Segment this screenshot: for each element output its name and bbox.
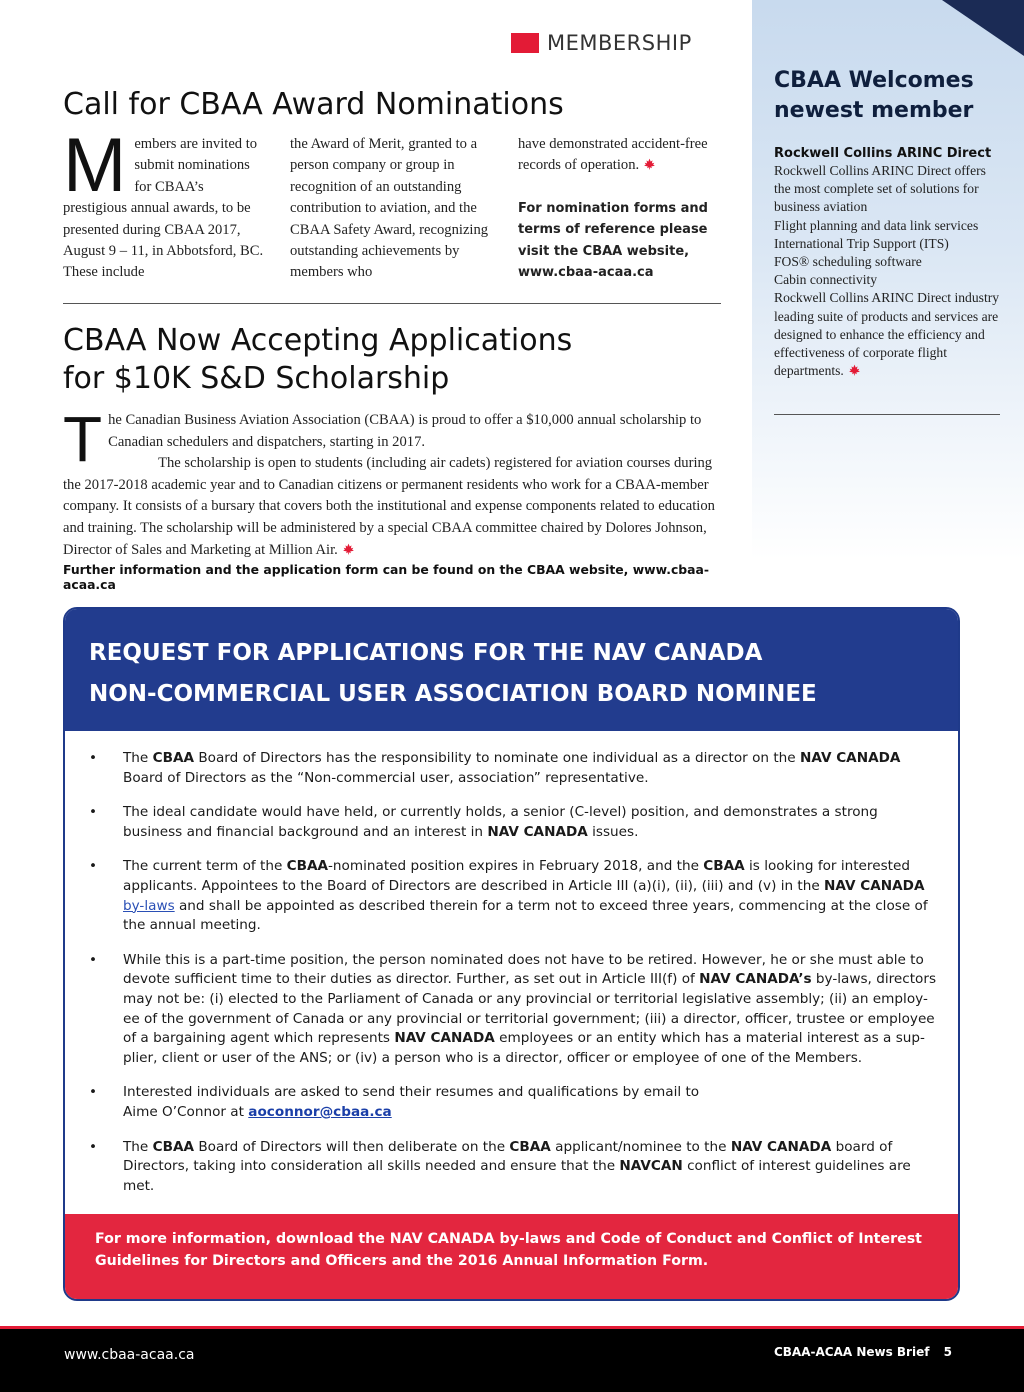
award-column-3: have demonstrated accident-free records of operation. For nomination forms and terms of reference please visit the CBAA website, www.cbaa-acaa.ca: [518, 134, 718, 283]
sidebar-title: CBAA Welcomes newest member: [774, 68, 974, 123]
page-number: 5: [943, 1345, 952, 1359]
footer-website: www.cbaa-acaa.ca: [64, 1347, 195, 1363]
scholarship-body: The Canadian Business Aviation Association (CBAA) is proud to offer a $10,000 annual scholarship to Canadian schedulers and dispatchers, starting in 2017. The scholarship is open to students (including air cadets) registered for aviation courses during the 2017-2018 academic year and to Canadian citizens or permanent residents who work for a CBAA-member company. It consists of a bursary that covers both the institutional and expense components related to education and training. The scholarship will be administered by a special CBAA committee chaired by Dolores Johnson, Director of Sales and Marketing at Million Air.: [63, 403, 715, 558]
maple-leaf-icon: [848, 364, 861, 376]
sidebar-line: International Trip Support (ITS): [774, 235, 949, 251]
request-header: [65, 609, 958, 731]
list-item: • The current term of the CBAA-nominated position expires in February 2018, and the CBAA is looking for interested applicants. Appointees to the Board of Directors are described in Article III (a)(i), (ii), (iii) and (v) in the NAV CANADA by-laws and shall be appointed as described therein for a term not to exceed three years, commencing at the close of the annual meeting.: [89, 858, 928, 934]
maple-leaf-icon: [643, 158, 656, 170]
list-item: • Interested individuals are asked to send their resumes and qualifications by email to Aime O’Connor at aoconnor@cbaa.ca: [89, 1084, 700, 1120]
sidebar-line: Cabin connectivity: [774, 272, 878, 288]
page-footer: [0, 1326, 1024, 1392]
sidebar-divider: [774, 414, 1000, 415]
request-footer-text: For more information, download the NAV CANADA by-laws and Code of Conduct and Conflict of Interest Guidelines for Directors and Officers and the 2016 Annual Information Form.: [95, 1231, 922, 1269]
sidebar-member-name: Rockwell Collins ARINC Direct: [774, 146, 992, 161]
section-tag-label: MEMBERSHIP: [547, 31, 692, 55]
member-sidebar: [752, 0, 1024, 560]
bylaws-link[interactable]: by-laws: [123, 897, 175, 914]
sidebar-line-last: Rockwell Collins ARINC Direct industry leading suite of products and services are designed to enhance the efficiency and effectiveness of corporate flight departments.: [774, 290, 1000, 379]
scholarship-dropcap: T: [63, 403, 103, 475]
maple-leaf-icon: [342, 543, 355, 555]
scholarship-title: CBAA Now Accepting Applications for $10K S&D Scholarship: [63, 323, 573, 396]
corner-decoration: [924, 0, 1024, 56]
request-footer-banner: [65, 1214, 958, 1299]
sidebar-line: Rockwell Collins ARINC Direct offers the most complete set of solutions for business aviation: [774, 163, 986, 215]
request-bullet-list: [89, 749, 939, 1211]
email-link[interactable]: aoconnor@cbaa.ca: [248, 1103, 392, 1120]
list-item: • The CBAA Board of Directors has the responsibility to nominate one individual as a director on the NAV CANADA Board of Directors as the “Non-commercial user, association” representative.: [89, 750, 901, 786]
footer-publication: [774, 1345, 952, 1359]
list-item: • The CBAA Board of Directors will then deliberate on the CBAA applicant/nominee to the NAV CANADA board of Directors, taking into consideration all skills needed and ensure that the NAVCAN conflict of interest guidelines are met.: [89, 1138, 911, 1194]
scholarship-info-line: Further information and the application form can be found on the CBAA website, www.cbaa-acaa.ca: [63, 562, 710, 592]
sidebar-line: FOS® scheduling software: [774, 254, 922, 270]
request-title: REQUEST FOR APPLICATIONS FOR THE NAV CANADA NON-COMMERCIAL USER ASSOCIATION BOARD NOMINEE: [89, 640, 817, 707]
section-tag-marker: [511, 33, 539, 53]
award-nomination-info: For nomination forms and terms of reference please visit the CBAA website, www.cbaa-acaa.ca: [518, 200, 708, 281]
award-column-2: the Award of Merit, granted to a person company or group in recognition of an outstanding contribution to aviation, and the CBAA Safety Award, recognizing outstanding achievements by members who: [290, 136, 489, 281]
publication-name: CBAA-ACAA News Brief: [773, 1345, 930, 1359]
award-dropcap: M: [63, 123, 127, 208]
list-item: • While this is a part-time position, the person nominated does not have to be retired. However, he or she must able to devote sufficient time to their duties as director. Further, as set out in Article III(f) of NAV CANADA’s by-laws, directors may not be: (i) elected to the Parliament of Canada or any provincial or territorial legislative assembly; (ii) an employ-ee of the government of Canada or any provincial or territorial government; (iii) a director, officer, trustee or employee of a bargaining agent which represents NAV CANADA employees or an entity which has a material interest as a sup-plier, client or user of the ANS; or (iv) a person who is a director, officer or employee of one of the Members.: [89, 951, 937, 1066]
list-item: • The ideal candidate would have held, or currently holds, a senior (C-level) position, and demonstrates a strong business and financial background and an interest in NAV CANADA issues.: [89, 804, 878, 840]
award-column-1: Members are invited to submit nominations for CBAA’s prestigious annual awards, to be presented during CBAA 2017, August 9 – 11, in Abbotsford, BC. These include: [63, 123, 264, 281]
sidebar-body: [774, 162, 1002, 380]
section-divider: [63, 303, 721, 304]
request-box: [63, 607, 960, 1301]
sidebar-line: Flight planning and data link services: [774, 217, 979, 233]
award-title: Call for CBAA Award Nominations: [63, 87, 564, 122]
section-tag: [511, 30, 692, 56]
